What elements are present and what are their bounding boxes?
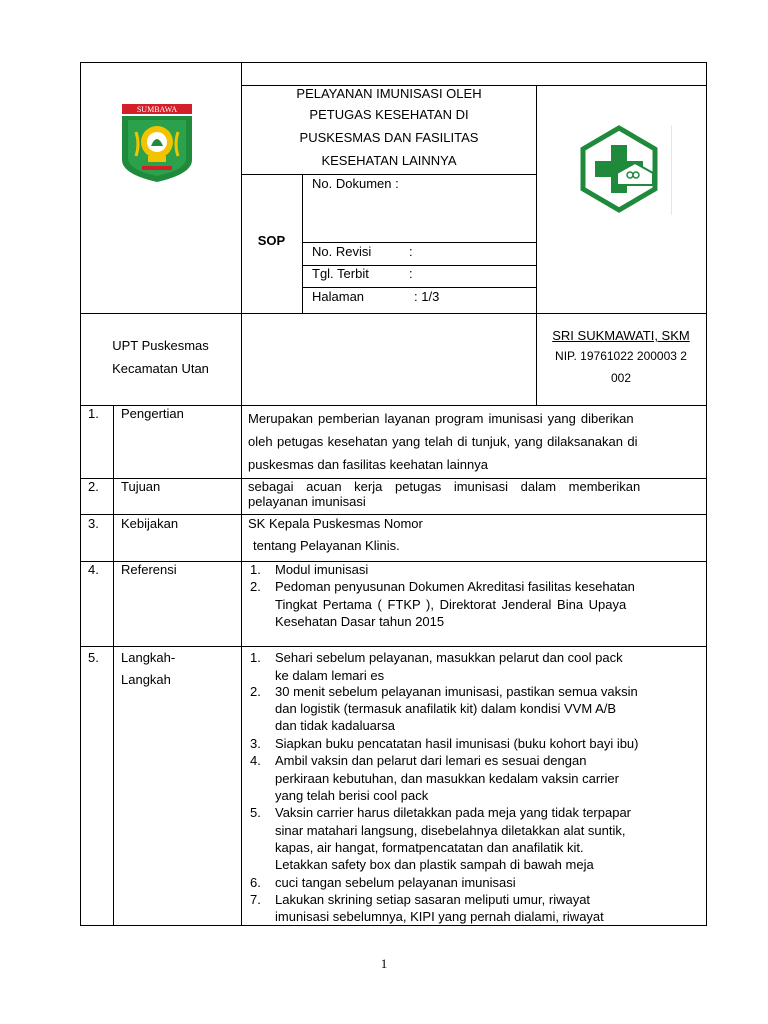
revision-colon: :: [409, 244, 413, 259]
doc-number-label: No. Dokumen :: [312, 176, 399, 191]
upt-line-2: Kecamatan Utan: [112, 361, 209, 376]
step-text: Ambil vaksin dan pelarut dari lemari es sesuai dengan: [275, 753, 587, 768]
section-2-label: Tujuan: [121, 479, 161, 494]
reference-item: Modul imunisasi: [275, 562, 369, 577]
section-1-label: Pengertian: [121, 406, 184, 421]
sop-title-line-3: PUSKESMAS DAN FASILITAS: [299, 130, 479, 145]
step-text: Vaksin carrier harus diletakkan pada meja yang tidak terpapar: [275, 805, 632, 820]
step-number: 6.: [250, 875, 261, 890]
step-text: ke dalam lemari es: [275, 668, 385, 683]
svg-text:SUMBAWA: SUMBAWA: [136, 105, 178, 114]
regency-logo: [118, 102, 196, 184]
section-3-label: Kebijakan: [121, 516, 179, 531]
section-1-line: oleh petugas kesehatan yang telah di tunjuk, yang dilaksanakan di: [248, 434, 638, 449]
revision-label: No. Revisi: [312, 244, 372, 259]
signer-name: SRI SUKMAWATI, SKM: [552, 328, 690, 343]
section-3-number: 3.: [88, 516, 99, 531]
section-1-line: puskesmas dan fasilitas keehatan lainnya: [248, 457, 488, 472]
step-text: Siapkan buku pencatatan hasil imunisasi (buku kohort bayi ibu): [275, 736, 639, 751]
page-label: Halaman: [312, 289, 365, 304]
step-text: imunisasi sebelumnya, KIPI yang pernah dialami, riwayat: [275, 909, 604, 924]
puskesmas-logo: [577, 125, 673, 215]
section-2-number: 2.: [88, 479, 99, 494]
section-4-label: Referensi: [121, 562, 177, 577]
sop-title-line-2: PETUGAS KESEHATAN DI: [309, 107, 469, 122]
reference-item: Pedoman penyusunan Dokumen Akreditasi fasilitas kesehatan: [275, 579, 635, 594]
step-text: kapas, air hangat, formatpencatatan dan anafilatik kit.: [275, 840, 584, 855]
step-text: sinar matahari langsung, disebelahnya diletakkan alat suntik,: [275, 823, 626, 838]
section-5-label: Langkah: [121, 672, 171, 687]
step-text: cuci tangan sebelum pelayanan imunisasi: [275, 875, 516, 890]
step-text: yang telah berisi cool pack: [275, 788, 429, 803]
section-3-line: SK Kepala Puskesmas Nomor: [248, 516, 423, 531]
sop-title-line-4: KESEHATAN LAINNYA: [321, 153, 457, 168]
nip-line-2: 002: [610, 371, 632, 385]
section-1-number: 1.: [88, 406, 99, 421]
section-5-number: 5.: [88, 650, 99, 665]
step-text: dan tidak kadaluarsa: [275, 718, 395, 733]
issue-date-colon: :: [409, 266, 413, 281]
reference-item: Kesehatan Dasar tahun 2015: [275, 614, 445, 629]
section-1-line: Merupakan pemberian layanan program imunisasi yang diberikan: [248, 411, 634, 426]
step-text: Letakkan safety box dan plastik sampah di bawah meja: [275, 857, 594, 872]
sop-label: SOP: [257, 233, 286, 248]
step-text: Sehari sebelum pelayanan, masukkan pelarut dan cool pack: [275, 650, 623, 665]
reference-item-number: 2.: [250, 579, 261, 594]
reference-item: Tingkat Pertama ( FTKP ), Direktorat Jenderal Bina Upaya: [275, 597, 627, 612]
section-4-number: 4.: [88, 562, 99, 577]
page-number: 1: [380, 956, 388, 971]
step-number: 1.: [250, 650, 261, 665]
section-2-line: sebagai acuan kerja petugas imunisasi dalam memberikan: [248, 479, 641, 494]
step-text: Lakukan skrining setiap sasaran meliputi umur, riwayat: [275, 892, 591, 907]
upt-line-1: UPT Puskesmas: [112, 338, 209, 353]
sop-title-line-1: PELAYANAN IMUNISASI OLEH: [296, 86, 482, 101]
section-5-label: Langkah-: [121, 650, 176, 665]
step-number: 4.: [250, 753, 261, 768]
step-number: 7.: [250, 892, 261, 907]
step-text: 30 menit sebelum pelayanan imunisasi, pastikan semua vaksin: [275, 684, 638, 699]
step-number: 5.: [250, 805, 261, 820]
section-3-line: tentang Pelayanan Klinis.: [253, 538, 400, 553]
step-text: perkiraan kebutuhan, dan masukkan kedalam vaksin carrier: [275, 771, 619, 786]
step-text: dan logistik (termasuk anafilatik kit) dalam kondisi VVM A/B: [275, 701, 617, 716]
nip-line-1: NIP. 19761022 200003 2: [555, 349, 687, 363]
reference-item-number: 1.: [250, 562, 261, 577]
issue-date-label: Tgl. Terbit: [312, 266, 369, 281]
page-value: : 1/3: [414, 289, 440, 304]
step-number: 2.: [250, 684, 261, 699]
section-2-line: pelayanan imunisasi: [248, 494, 366, 509]
step-number: 3.: [250, 736, 261, 751]
